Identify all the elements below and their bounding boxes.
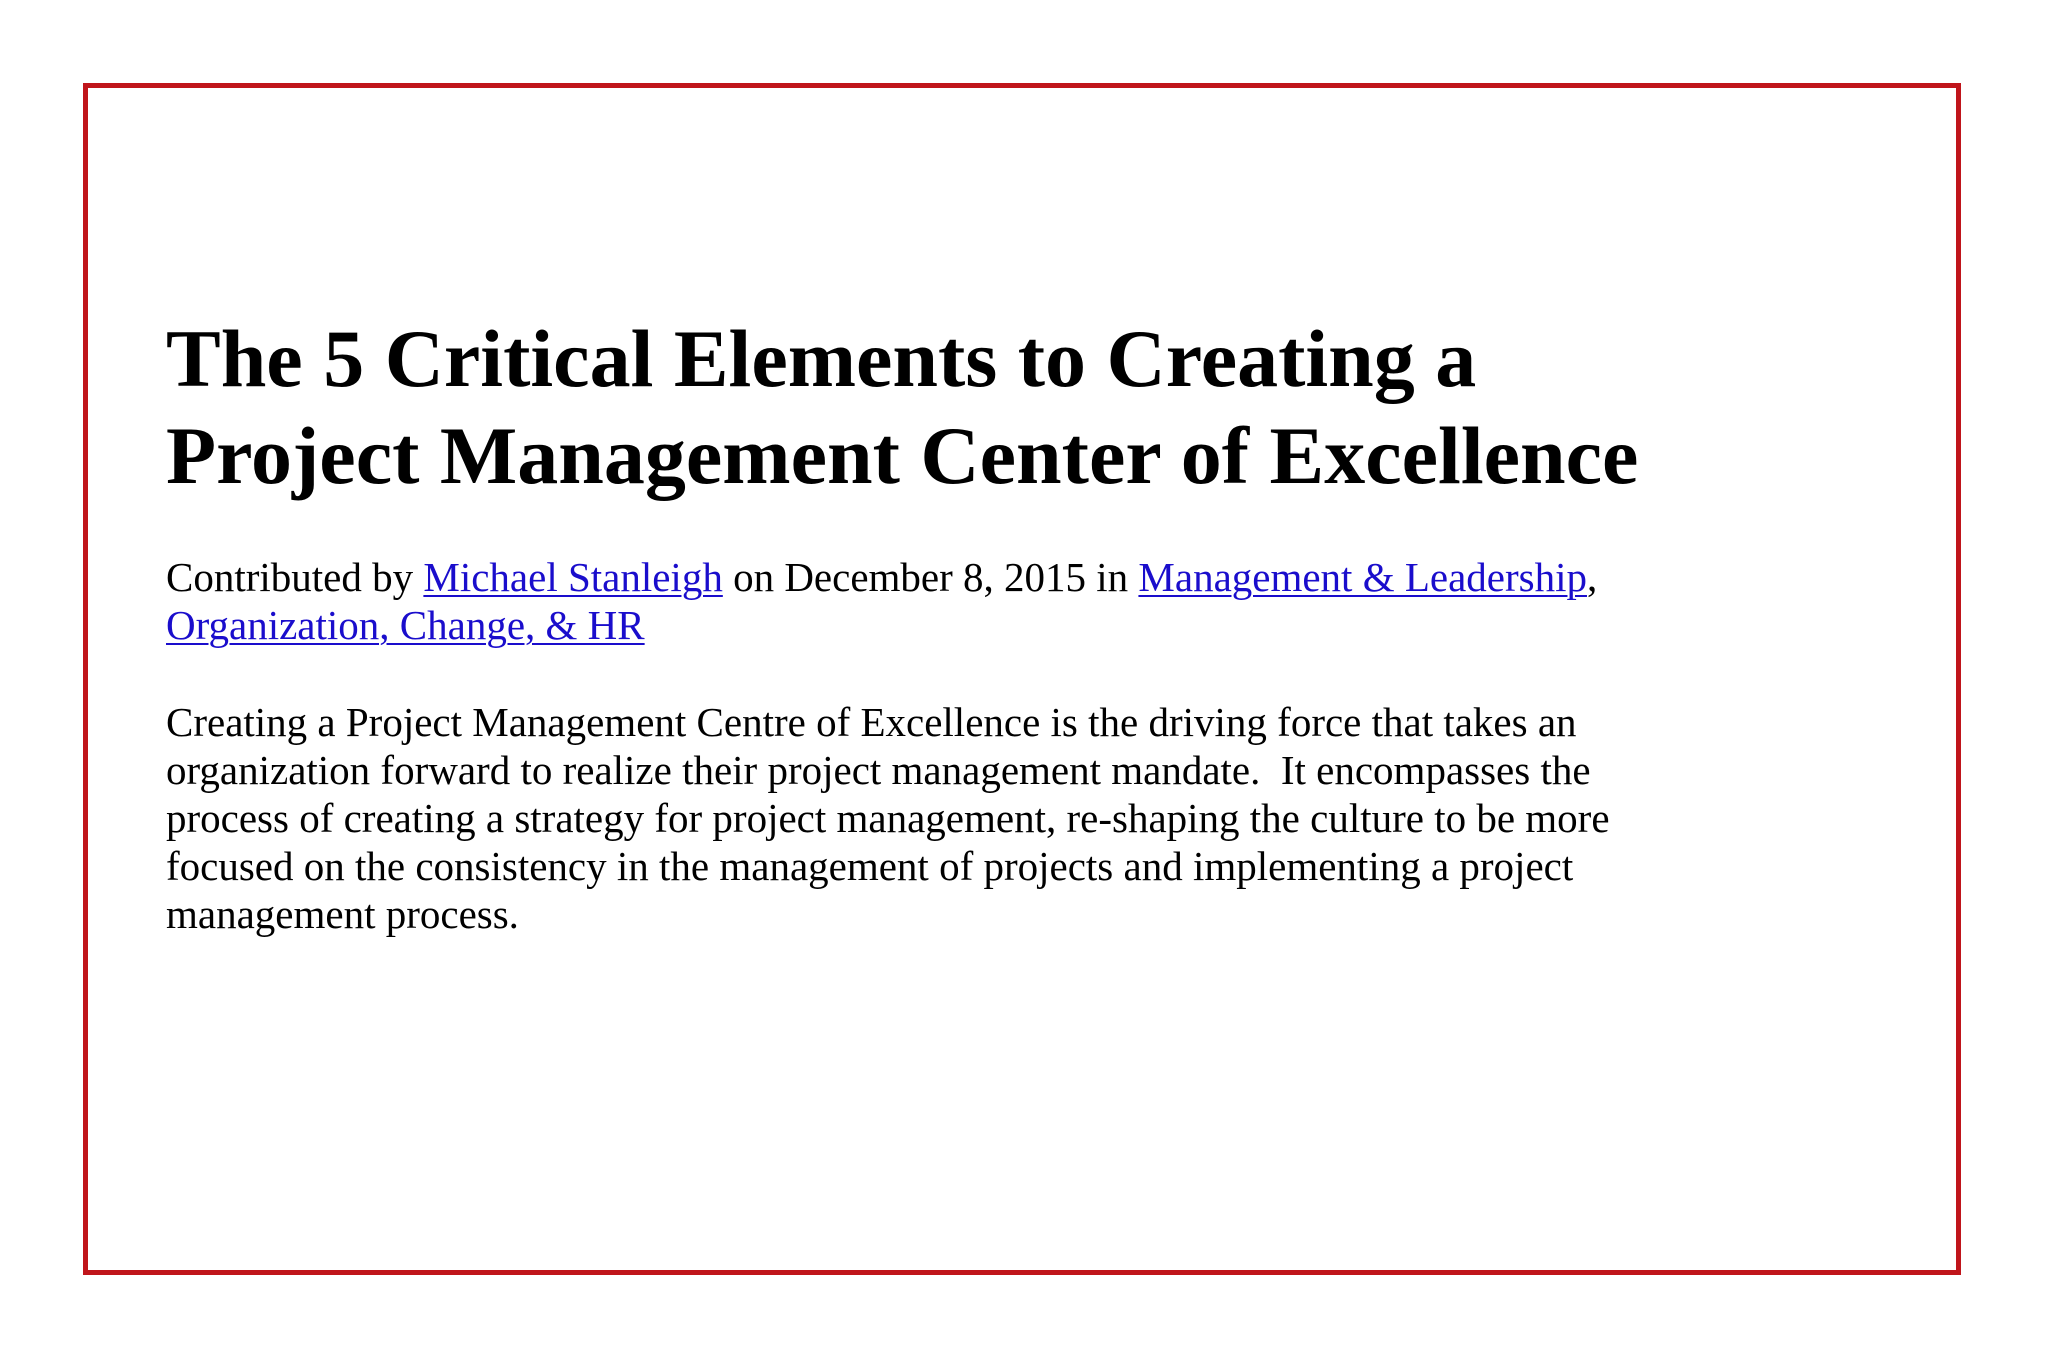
author-link[interactable]: Michael Stanleigh: [423, 554, 723, 600]
body-line: organization forward to realize their project management mandate. It encompasses the: [166, 747, 1591, 793]
body-line: process of creating a strategy for project management, re-shaping the culture to be more: [166, 795, 1610, 841]
byline-prefix: Contributed by: [166, 554, 424, 600]
body-line: Creating a Project Management Centre of Excellence is the driving force that takes an: [166, 699, 1577, 745]
article-byline: [166, 553, 1766, 649]
article-title-line-2: Project Management Center of Excellence: [166, 410, 1639, 501]
body-line: management process.: [166, 891, 519, 937]
byline-separator: ,: [1586, 554, 1598, 600]
byline-date: on December 8, 2015 in: [722, 554, 1139, 600]
article-title-line-1: The 5 Critical Elements to Creating a: [166, 313, 1477, 404]
article-content: [166, 310, 1766, 938]
category-link-organization-change-hr[interactable]: Organization, Change, & HR: [166, 602, 645, 648]
article-title: [166, 310, 1766, 504]
article-intro-paragraph: [166, 698, 1646, 938]
category-link-management-leadership[interactable]: Management & Leadership: [1138, 554, 1587, 600]
body-line: focused on the consistency in the management of projects and implementing a project: [166, 843, 1574, 889]
